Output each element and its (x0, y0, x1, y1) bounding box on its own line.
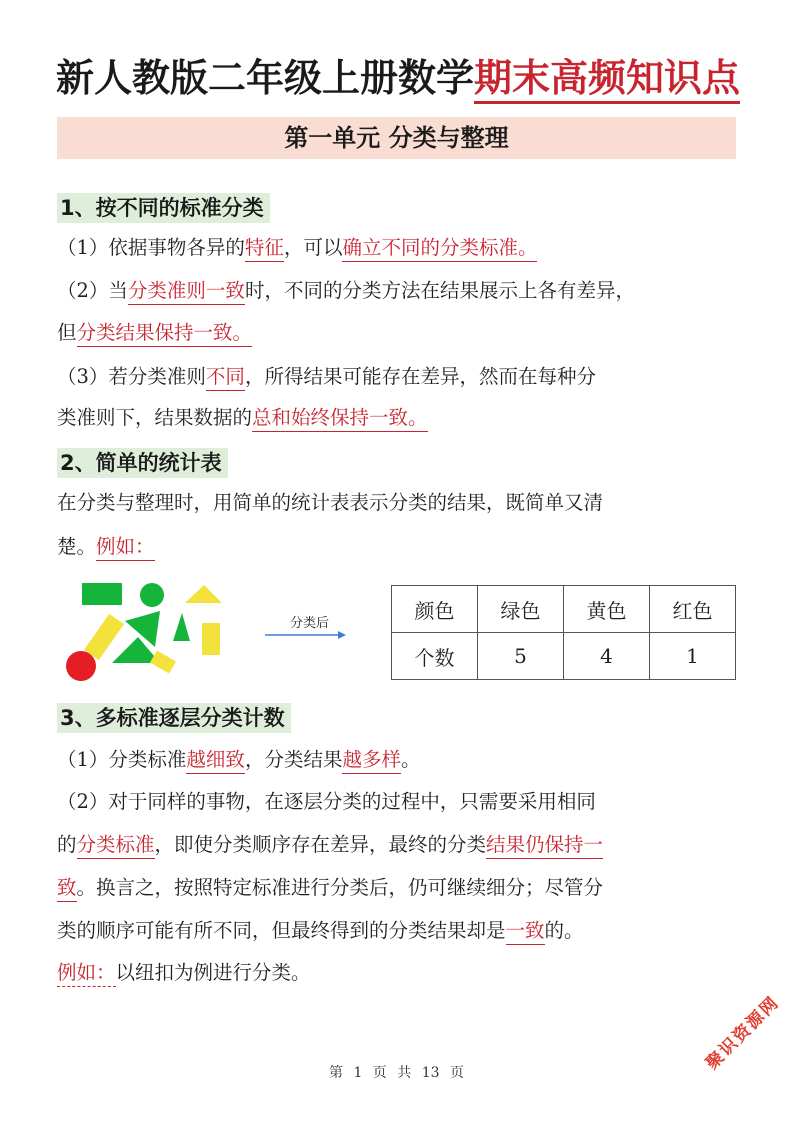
key-term: 结果仍保持一 (486, 833, 603, 859)
text: （1）分类标准 (57, 748, 187, 771)
unit-heading: 第一单元 分类与整理 (57, 117, 736, 159)
green-quadrilateral (125, 611, 160, 647)
text: 时，不同的分类方法在结果展示上各有差异， (244, 279, 635, 302)
yellow-bar (84, 614, 124, 660)
green-circle (140, 583, 164, 607)
section-1-heading: 1、按不同的标准分类 (57, 193, 270, 223)
page-title (56, 52, 756, 112)
text: 的。 (544, 919, 584, 942)
table-cell: 1 (650, 633, 736, 680)
s1-paragraph-2-line-1 (57, 271, 739, 311)
watermark-stamp: 聚识资源网 (702, 992, 784, 1074)
text: ，分类结果 (244, 748, 343, 771)
key-term: 分类准则一致 (128, 279, 245, 305)
key-term: 越多样 (342, 748, 401, 774)
text: 。 (400, 748, 421, 771)
colored-shapes-illustration (60, 575, 360, 685)
s1-paragraph-3-line-1 (57, 357, 739, 397)
text: 。换言之，按照特定标准进行分类后，仍可继续细分；尽管分 (76, 876, 604, 899)
red-circle (66, 651, 96, 681)
yellow-triangle (185, 585, 222, 603)
text: ，可以 (283, 236, 343, 259)
key-term: 特征 (245, 236, 284, 262)
text: ，所得结果可能存在差异，然而在每种分 (244, 365, 596, 388)
table-header-cell: 颜色 (392, 586, 478, 633)
s1-paragraph-1 (57, 228, 739, 268)
text: 类准则下，结果数据的 (57, 406, 253, 429)
arrow-label: 分类后 (290, 616, 330, 631)
table-row (392, 633, 736, 680)
yellow-small-rectangle (150, 650, 176, 673)
example-label: 例如： (57, 961, 116, 987)
table-header-row (392, 586, 736, 633)
key-term: 致 (57, 876, 77, 902)
key-term: 确立不同的分类标准。 (342, 236, 537, 262)
text: ，即使分类顺序存在差异，最终的分类 (154, 833, 487, 856)
s2-paragraph-line-2 (57, 527, 739, 567)
green-small-triangle (173, 613, 190, 641)
statistics-table (391, 585, 736, 680)
yellow-rectangle (202, 623, 220, 655)
text: （1）依据事物各异的 (57, 236, 245, 259)
section-2-heading: 2、简单的统计表 (57, 448, 228, 478)
table-header-cell: 红色 (650, 586, 736, 633)
section-3-heading: 3、多标准逐层分类计数 (57, 703, 291, 733)
table-cell: 4 (564, 633, 650, 680)
key-term: 总和始终保持一致。 (252, 406, 428, 432)
text: 的 (57, 833, 77, 856)
s3-paragraph-3 (57, 953, 739, 993)
s3-paragraph-2-line-2 (57, 825, 739, 865)
key-term: 越细致 (186, 748, 245, 774)
example-label: 例如： (96, 535, 155, 561)
s2-paragraph-line-1: 在分类与整理时，用简单的统计表表示分类的结果，既简单又清 (57, 491, 604, 514)
text: 以纽扣为例进行分类。 (115, 961, 311, 984)
key-term: 分类结果保持一致。 (77, 321, 253, 347)
key-term: 一致 (506, 919, 545, 945)
text: （3）若分类准则 (57, 365, 206, 388)
s3-paragraph-2-line-1: （2）对于同样的事物，在逐层分类的过程中，只需要采用相同 (57, 790, 596, 813)
text: 但 (57, 321, 77, 344)
table-cell: 5 (478, 633, 564, 680)
key-term: 分类标准 (77, 833, 155, 859)
s1-paragraph-2-line-2 (57, 313, 739, 353)
table-header-cell: 绿色 (478, 586, 564, 633)
text: 楚。 (57, 535, 97, 558)
title-highlight: 期末高频知识点 (474, 56, 740, 104)
green-rectangle (82, 583, 122, 605)
s3-paragraph-2-line-4 (57, 911, 739, 951)
text: 类的顺序可能有所不同，但最终得到的分类结果却是 (57, 919, 506, 942)
title-main: 新人教版二年级上册数学 (56, 56, 475, 100)
text: （2）当 (57, 279, 128, 302)
arrow-head-icon (338, 631, 346, 639)
s3-paragraph-1 (57, 740, 739, 780)
table-header-cell: 黄色 (564, 586, 650, 633)
s1-paragraph-3-line-2 (57, 398, 739, 438)
page-number: 第 1 页 共 13 页 (329, 1065, 464, 1081)
table-row-label: 个数 (392, 633, 478, 680)
key-term: 不同 (206, 365, 245, 391)
s3-paragraph-2-line-3 (57, 868, 739, 908)
